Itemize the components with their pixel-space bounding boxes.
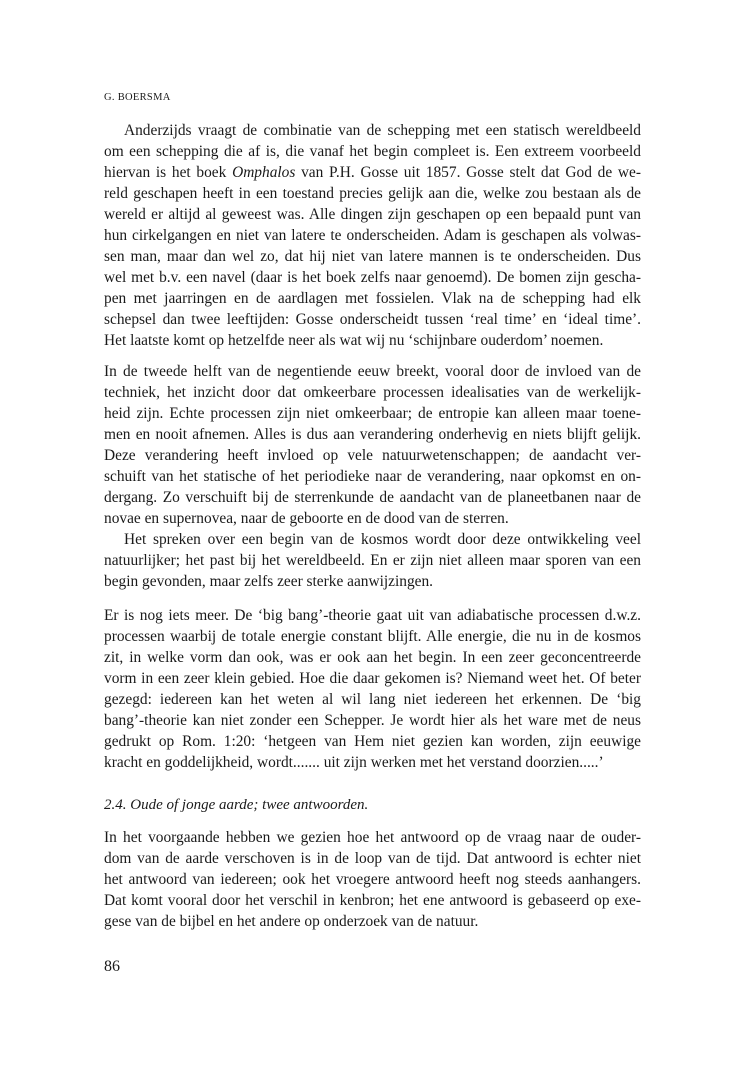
text-line: om een schepping die af is, die vanaf het begin compleet is. Een extreem voorbeeld — [104, 143, 641, 160]
text-line: dom van de aarde verschoven is in de loop van de tijd. Dat antwoord is echter niet — [104, 850, 641, 867]
text-line: processen waarbij de totale energie constant blijft. Alle energie, die nu in de kosmos — [104, 628, 641, 645]
text-line: wereld er altijd al geweest was. Alle dingen zijn geschapen op een bepaald punt van — [104, 206, 641, 223]
paragraph-4 — [104, 605, 641, 773]
text-line: reld geschapen heeft in een toestand precies gelijk aan die, welke zou bestaan als de — [104, 185, 641, 202]
text-line: gezegd: iedereen kan het weten al wil lang niet iedereen het erkennen. De ‘big — [104, 691, 641, 708]
text-line: bang’-theorie kan niet zonder een Schepper. Je wordt hier als het ware met de neus — [104, 712, 641, 729]
book-title: Omphalos — [232, 164, 296, 181]
text-line: het antwoord van iedereen; ook het vroegere antwoord heeft nog steeds aanhangers. — [104, 871, 641, 888]
text-line: gese van de bijbel en het andere op onderzoek van de natuur. — [104, 913, 479, 930]
text-line: hun cirkelgangen en niet van latere te onderscheiden. Adam is geschapen als volwas- — [104, 227, 641, 244]
paragraph-5 — [104, 827, 641, 932]
text-line: dergang. Zo verschuift bij de sterrenkunde de aandacht van de planeetbanen naar de — [104, 489, 641, 506]
section-heading: 2.4. Oude of jonge aarde; twee antwoorden. — [104, 797, 369, 813]
paragraph-1 — [104, 120, 641, 351]
running-head: G. BOERSMA — [104, 92, 171, 103]
text-line: heid zijn. Echte processen zijn niet omkeerbaar; de entropie kan alleen maar toene- — [104, 405, 641, 422]
text-span: hiervan is het boek — [104, 164, 233, 181]
text-line: Het laatste komt op hetzelfde neer als wat wij nu ‘schijnbare ouderdom’ noemen. — [104, 332, 604, 349]
page-number: 86 — [104, 958, 120, 975]
text-line: Dat komt vooral door het verschil in kenbron; het ene antwoord is gebaseerd op exe- — [104, 892, 641, 909]
text-line: techniek, het inzicht door dat omkeerbare processen idealisaties van de werkelijk- — [104, 384, 641, 401]
text-line: natuurlijker; het past bij het wereldbeeld. En er zijn niet alleen maar sporen van een — [104, 552, 641, 569]
text-line: schepsel dan twee leeftijden: Gosse onderscheidt tussen ‘real time’ en ‘ideal time’. — [104, 311, 641, 328]
text-line: zit, in welke vorm dan ook, was er ook aan het begin. In een zeer geconcentreerde — [104, 649, 641, 666]
text-line: vorm in een zeer klein gebied. Hoe die daar gekomen is? Niemand weet het. Of beter — [104, 670, 641, 687]
text-line: kracht en goddelijkheid, wordt....... uit zijn werken met het verstand doorzien.....’ — [104, 754, 604, 771]
text-line: pen met jaarringen en de aardlagen met fossielen. Vlak na de schepping had elk — [104, 290, 641, 307]
text-span: van P.H. Gosse uit 1857. Gosse stelt dat God de we- — [295, 164, 641, 181]
text-line: novae en supernovea, naar de geboorte en de dood van de sterren. — [104, 510, 509, 527]
text-line: In het voorgaande hebben we gezien hoe het antwoord op de vraag naar de ouder- — [104, 829, 641, 846]
text-line: men en nooit afnemen. Alles is dus aan verandering onderhevig en niets blijft gelijk. — [104, 426, 641, 443]
text-line — [104, 162, 641, 183]
text-line: Het spreken over een begin van de kosmos wordt door deze ontwikkeling veel — [124, 531, 641, 548]
text-line: Er is nog iets meer. De ‘big bang’-theorie gaat uit van adiabatische processen d.w.z. — [104, 607, 641, 624]
paragraph-3 — [104, 529, 641, 592]
text-line: wel met b.v. een navel (daar is het boek zelfs naar genoemd). De bomen zijn gescha- — [104, 269, 641, 286]
text-line: Deze verandering heeft invloed op vele natuurwetenschappen; de aandacht ver- — [104, 447, 641, 464]
text-line: In de tweede helft van de negentiende eeuw breekt, vooral door de invloed van de — [104, 363, 641, 380]
text-line: begin gevonden, maar zelfs zeer sterke aanwijzingen. — [104, 573, 434, 590]
text-line: schuift van het statische of het periodieke naar de verandering, naar opkomst en on- — [104, 468, 641, 485]
text-line: Anderzijds vraagt de combinatie van de schepping met een statisch wereldbeeld — [124, 122, 641, 139]
text-line: sen man, maar dan wel zo, dat hij niet van latere mannen is te onderscheiden. Dus — [104, 248, 641, 265]
text-line: gedrukt op Rom. 1:20: ‘hetgeen van Hem niet gezien kan worden, zijn eeuwige — [104, 733, 641, 750]
paragraph-2 — [104, 361, 641, 529]
